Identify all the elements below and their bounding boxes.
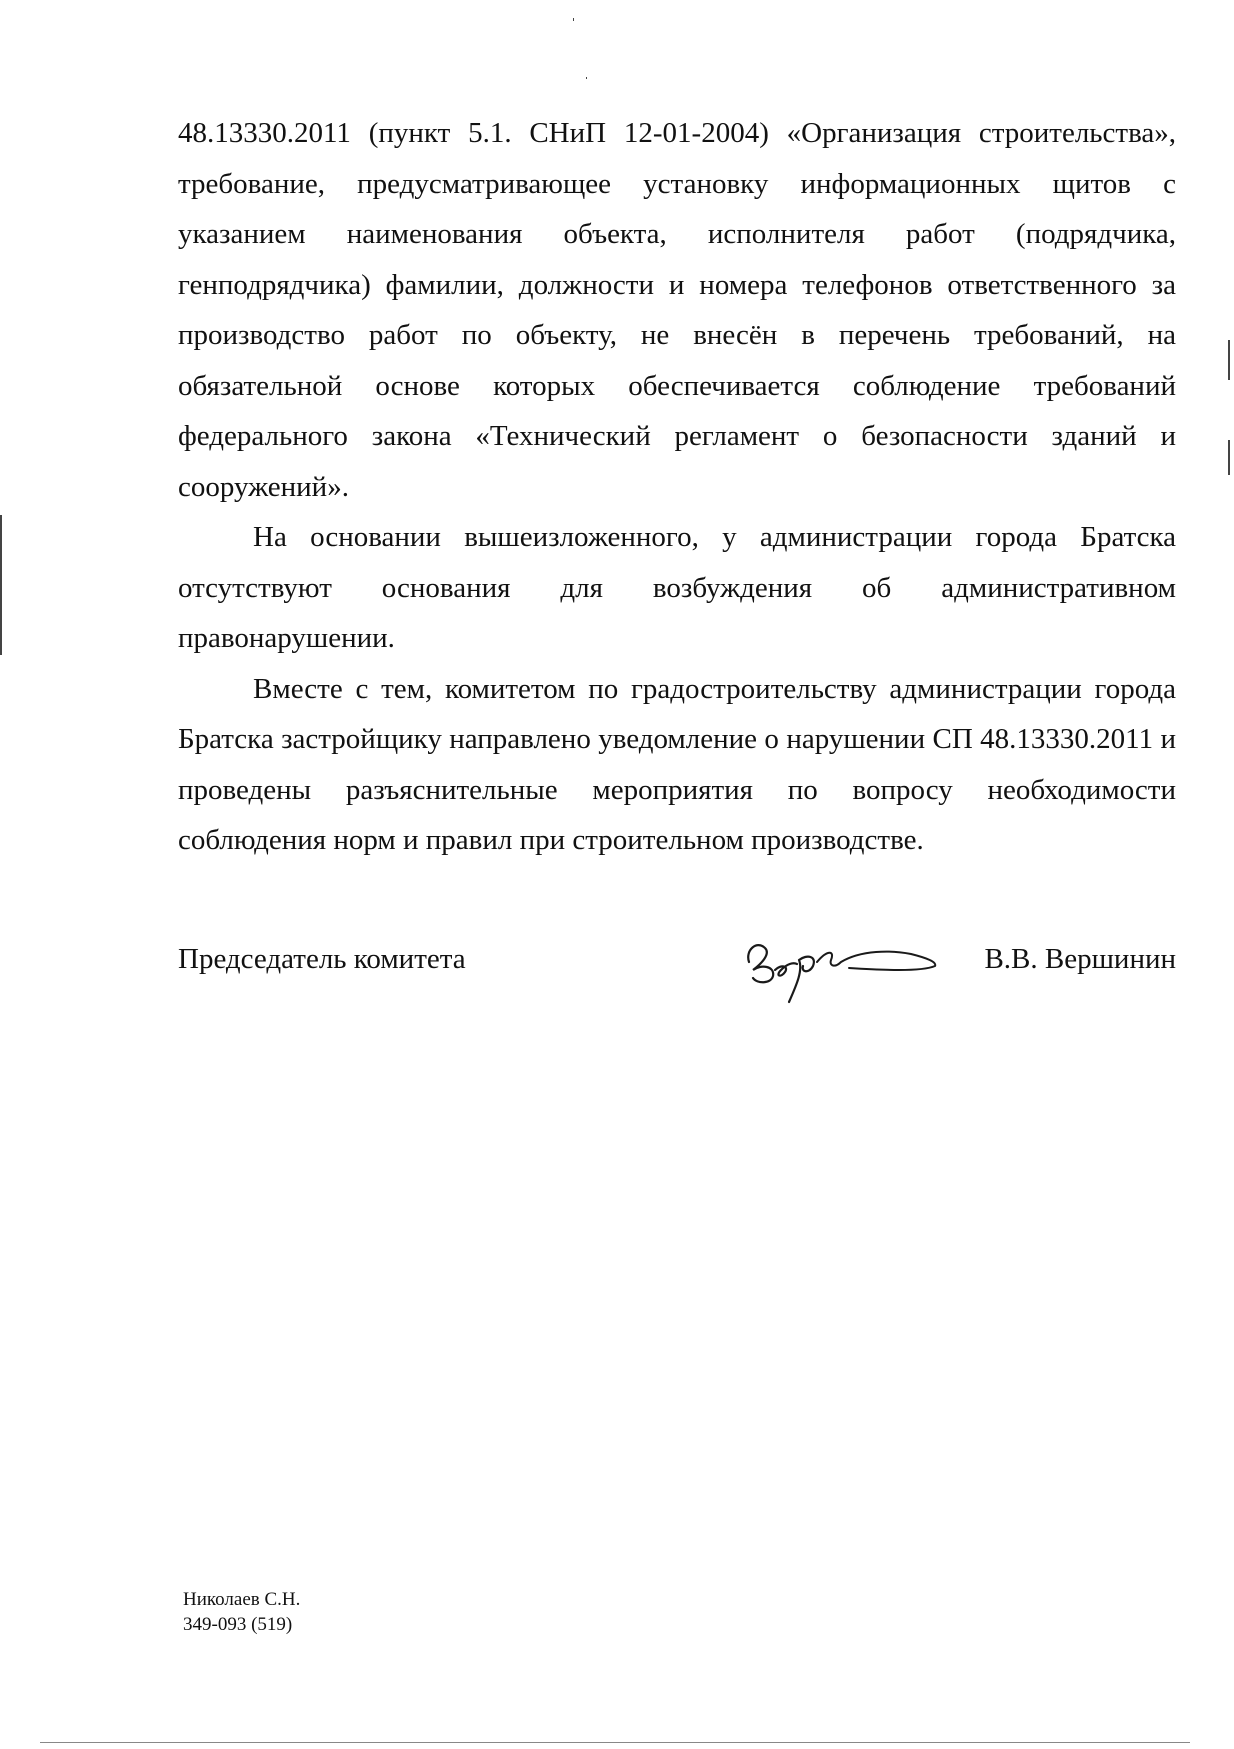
signer-position: Председатель комитета (178, 943, 466, 975)
signature-block (178, 920, 1176, 1010)
scan-artifact-right (1228, 340, 1230, 380)
scan-artifact-right-2 (1228, 440, 1230, 475)
paragraph-1: 48.13330.2011 (пункт 5.1. СНиП 12-01-2004) «Организация строительства», требование, предусматривающее установку информационных щитов с указанием наименования объекта, исполнителя работ (подрядчика, генподрядчика) фамилии, должности и номера телефонов ответственного за производство работ по объекту, не внесён в перечень требований, на обязательной основе которых обеспечивается соблюдение требований федерального закона «Технический регламент о безопасности зданий и сооружений». (178, 117, 1176, 503)
letter-body (178, 108, 1176, 866)
scan-artifact-left (0, 515, 2, 655)
executor-name: Николаев С.Н. (183, 1589, 301, 1610)
executor-block (183, 1587, 300, 1637)
scan-artifact-bottom (40, 1742, 1190, 1743)
paragraph-2: На основании вышеизложенного, у администрации города Братска отсутствуют основания для возбуждения об административном правонарушении. (178, 521, 1176, 654)
executor-phone: 349-093 (519) (183, 1614, 293, 1635)
scan-artifact-top (573, 18, 574, 21)
handwritten-signature (731, 920, 951, 1005)
signer-name: В.В. Вершинин (984, 943, 1176, 975)
paragraph-3: Вместе с тем, комитетом по градостроительству администрации города Братска застройщику направлено уведомление о нарушении СП 48.13330.2011 и проведены разъяснительные мероприятия по вопросу необходимости соблюдения норм и правил при строительном производстве. (178, 672, 1176, 856)
scan-artifact-top-2 (586, 77, 587, 79)
